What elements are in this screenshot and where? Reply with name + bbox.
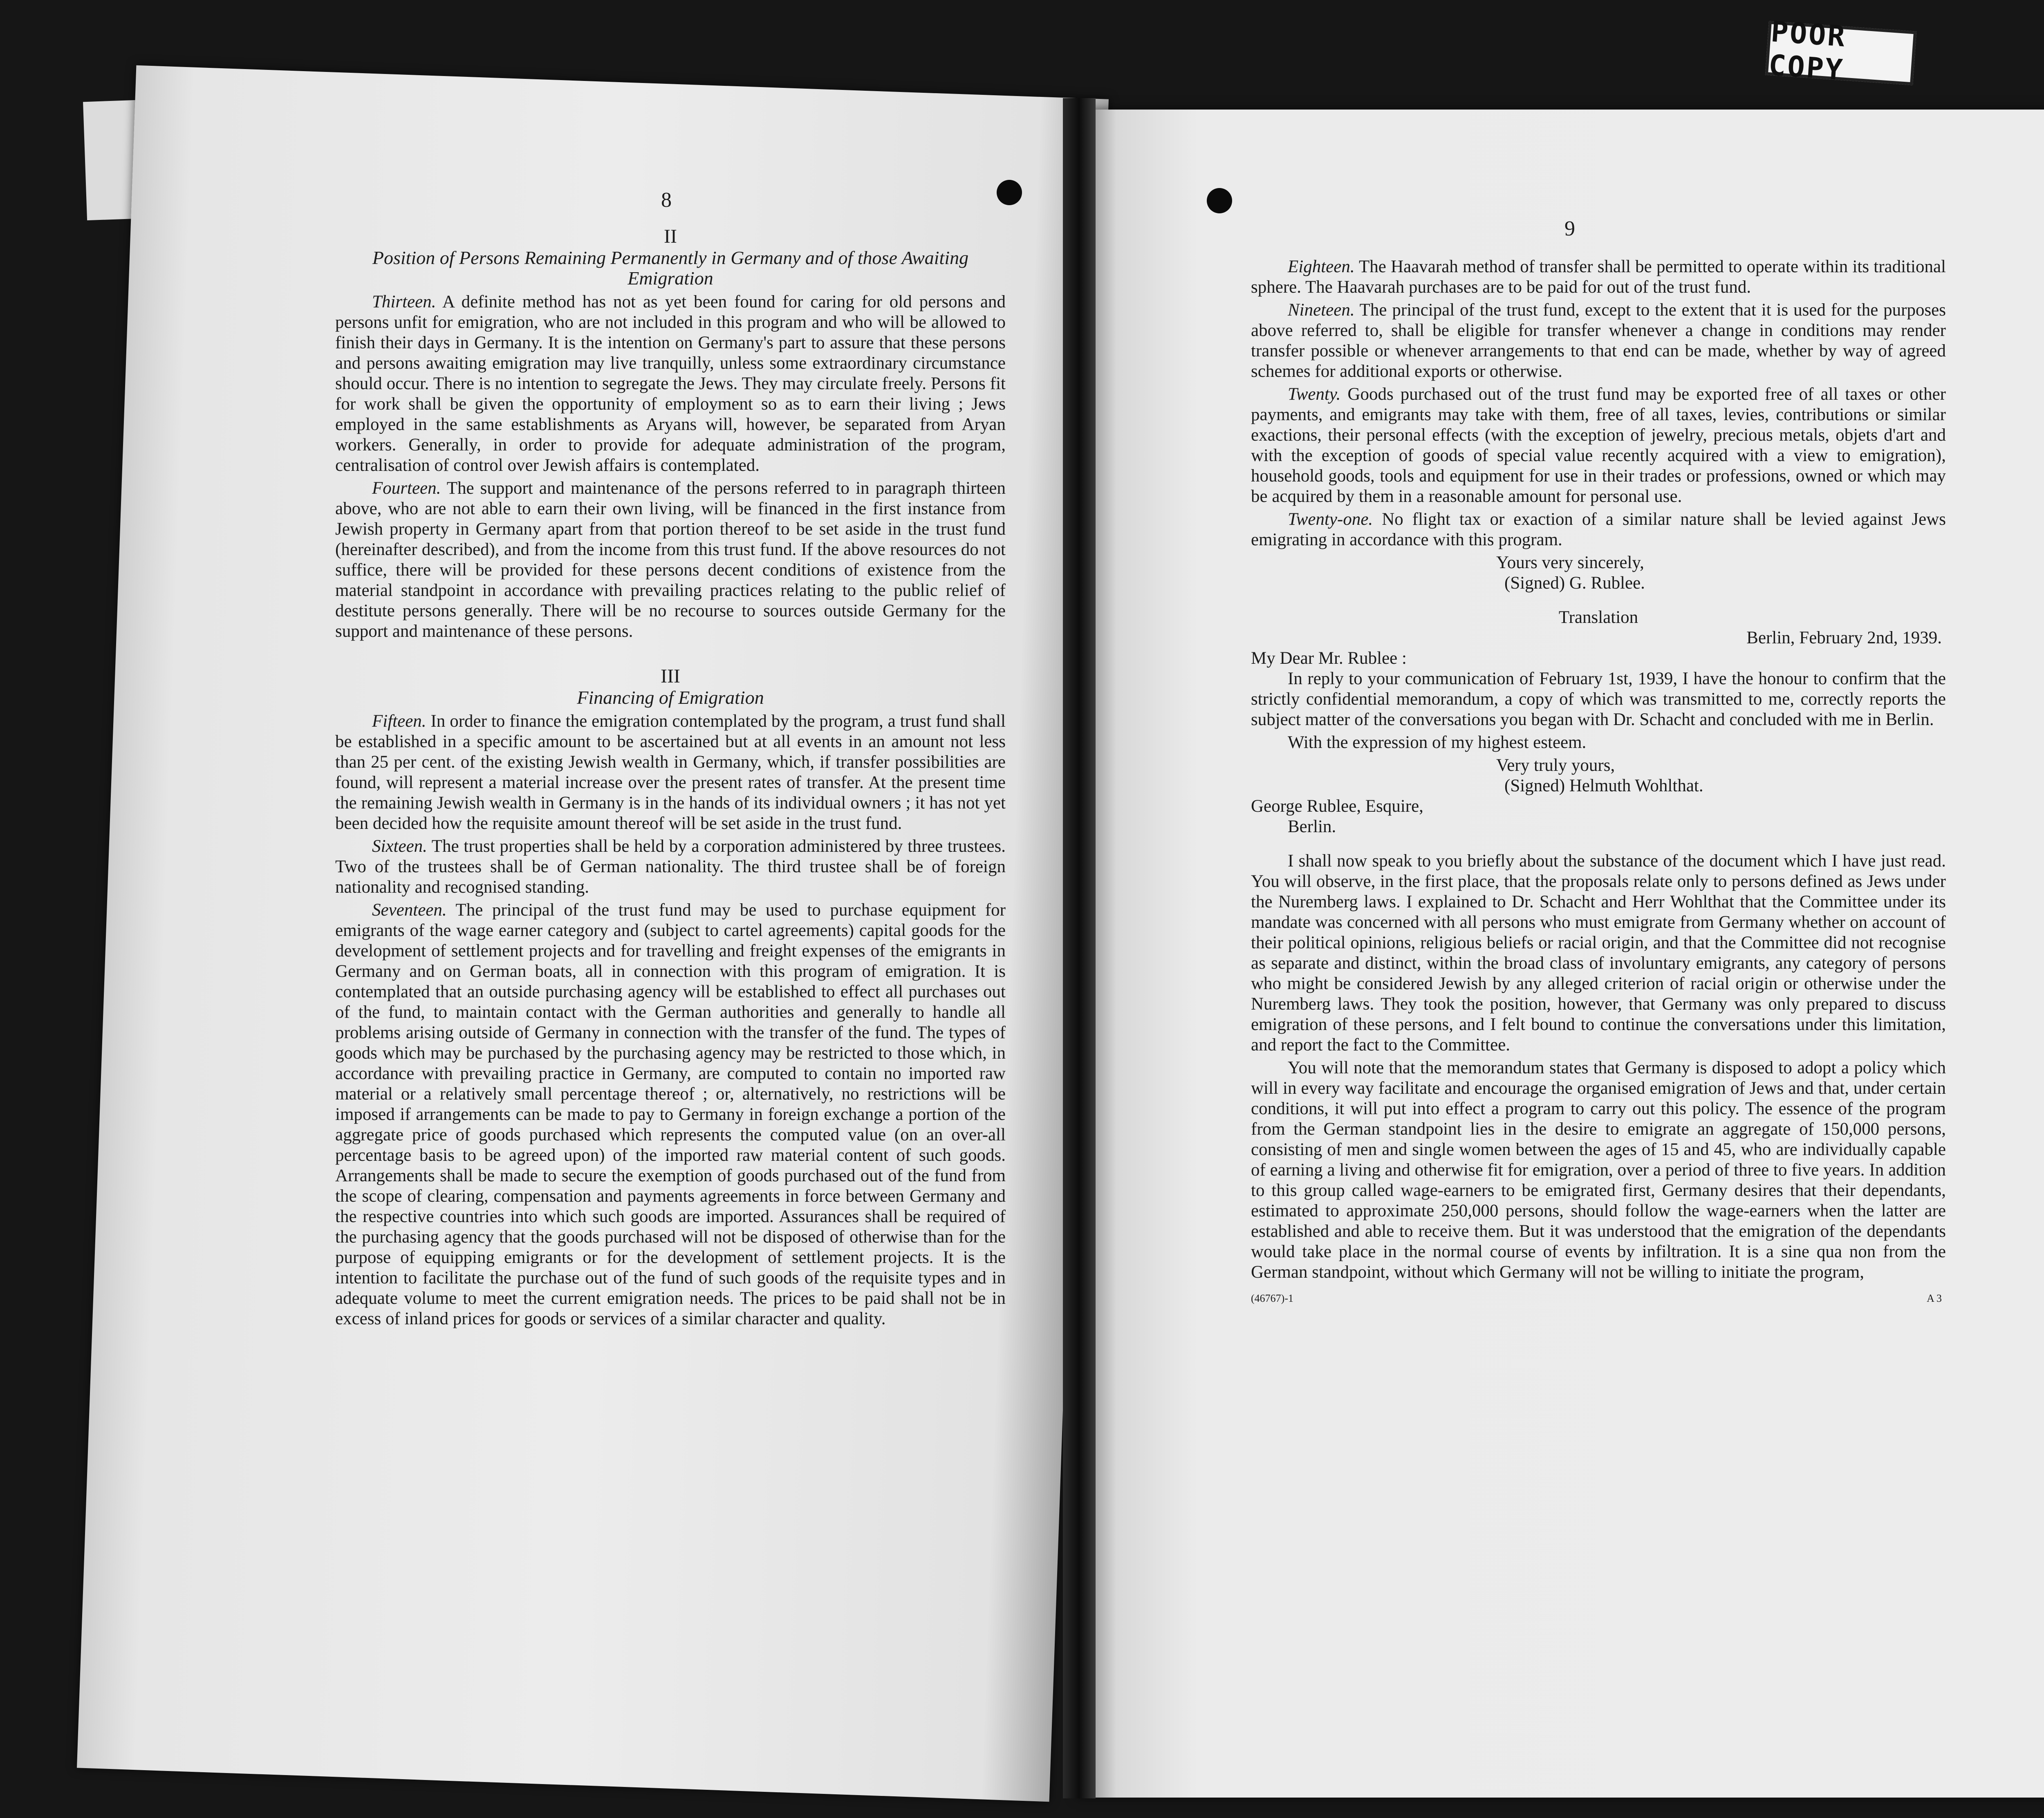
section-number: II [664,226,677,247]
paragraph-thirteen [335,292,1006,476]
speech-paragraph: I shall now speak to you briefly about the substance of the document which I have just read. You will observe, in the first place, that the proposals relate only to persons defined as Jews under the Nuremberg laws. I explained to Dr. Schacht and Herr Wohlthat that the Committee under its mandate was concerned with all persons who must emigrate from Germany whether on account of their political opinions, religious beliefs or racial origin, and that the Committee did not recognise as separate and distinct, within the broad class of involuntary emigrants, any category of persons who might be considered Jewish by any alleged criterion of racial origin or otherwise under the Nuremberg laws. They took the position, however, that Germany was only prepared to discuss emigration of these persons, and I felt bound to continue the conversations under this limitation, and report the fact to the Committee. [1251,851,1946,1055]
paragraph-text: Goods purchased out of the trust fund may be exported free of all taxes or other payments, and emigrants may take with them, free of all taxes, levies, contributions or similar exactions, their personal effects (with the exception of jewelry, precious metals, objets d'art and with the exception of goods of special value recently acquired with a view to emigration), household goods, tools and equipment for use in their trades or professions, owned or which may be acquired by them in a reasonable amount for personal use. [1251,385,1946,506]
footer-code: (46767)-1 [1251,1292,1293,1304]
paragraph-label: Twenty-one. [1288,510,1373,529]
paragraph-label: Eighteen. [1288,257,1355,276]
letter-paragraph: In reply to your communication of February 1st, 1939, I have the honour to confirm that the strictly confidential memorandum, a copy of which was transmitted to me, correctly reports the subject matter of the conversations you began with Dr. Schacht and concluded with me in Berlin. [1251,669,1946,729]
punch-hole-icon [1207,188,1232,213]
closing-line: Very truly yours, [1496,756,1615,775]
paragraph-label: Thirteen. [372,292,436,311]
paragraph-label: Twenty. [1288,385,1341,404]
paragraph-text: The trust properties shall be held by a corporation administered by three trustees. Two of the trustees shall be of German nationality. The third trustee shall be of foreign nationality and recognised standing. [335,837,1006,897]
section-heading: Position of Persons Remaining Permanently in Germany and of those Awaiting Emigration [372,247,969,289]
paragraph-text: In order to finance the emigration contemplated by the program, a trust fund shall be established in a specific amount to be ascertained but at all events in an amount not less than 25 per cent. of the existing Jewish wealth in Germany, which, if transfer possibilities are found, will represent a material increase over the present rates of transfer. At the present time the remaining Jewish wealth in Germany is in the hands of its individual owners ; it has not yet been decided how the requisite amount thereof will be set aside in the trust fund. [335,712,1006,833]
paragraph-text: No flight tax or exaction of a similar nature shall be levied against Jews emigrating in accordance with this program. [1251,510,1946,549]
paragraph-text: The support and maintenance of the persons referred to in paragraph thirteen above, who are not able to earn their own living, will be financed in the first instance from Jewish property in Germany apart from that portion thereof to be set aside in the trust fund (hereinafter described), and from the income from this trust fund. If the above resources do not suffice, there will be provided for these persons decent conditions of existence from the material standpoint in accordance with prevailing practices relating to the public relief of destitute persons generally. There will be no recourse to sources outside Germany for the support and maintenance of these persons. [335,479,1006,641]
paragraph-fourteen [335,478,1006,642]
stamp-text: POOR COPY [1767,15,1848,87]
paragraph-label: Fifteen. [372,712,426,731]
paragraph-twenty-one [1251,509,1946,550]
footer-signature: A 3 [1927,1292,1942,1304]
translation-heading: Translation [1558,608,1638,627]
addressee-line: Berlin. [1288,817,1336,836]
paragraph-seventeen [335,900,1006,1329]
page-number-left: 8 [661,188,672,212]
page-footer [1251,1288,1946,1309]
paragraph-label: Nineteen. [1288,300,1355,320]
page-number-right: 9 [1564,217,1575,240]
punch-hole-icon [997,180,1022,205]
letter-salutation: My Dear Mr. Rublee : [1251,649,1407,668]
section-heading: Financing of Emigration [577,687,764,708]
letter-date: Berlin, February 2nd, 1939. [1746,628,1942,647]
signature-line: (Signed) Helmuth Wohlthat. [1504,776,1703,795]
paragraph-nineteen [1251,300,1946,382]
left-page-text [335,221,1006,1332]
poor-copy-stamp [1765,15,1916,87]
paragraph-fifteen [335,711,1006,834]
paragraph-text: The principal of the trust fund, except to the extent that it is used for the purposes above referred to, shall be eligible for transfer whenever a change in conditions may render transfer possible or whenever arrangements to that end can be made, whether by way of agreed schemes for additional exports or otherwise. [1251,300,1946,381]
book-gutter [1063,98,1096,1798]
section-number: III [661,665,680,687]
paragraph-text: A definite method has not as yet been found for caring for old persons and persons unfit for emigration, who are not included in this program and who will be allowed to finish their days in Germany. It is the intention on Germany's part to assure that these persons and persons awaiting emigration may live tranquilly, unless some extraordinary circumstance should occur. There is no intention to segregate the Jews. They may circulate freely. Persons fit for work shall be given the opportunity of employment so as to earn their living ; Jews employed in the same establishments as Aryans will, however, be separated from Aryan workers. Generally, in order to provide for adequate administration of the program, centralisation of control over Jewish affairs is contemplated. [335,292,1006,475]
paragraph-eighteen [1251,257,1946,298]
speech-paragraph: You will note that the memorandum states that Germany is disposed to adopt a policy which will in every way facilitate and encourage the organised emigration of Jews and that, under certain conditions, it will put into effect a program to carry out this policy. The essence of the program from the German standpoint lies in the desire to emigrate an aggregate of 150,000 persons, consisting of men and single women between the ages of 15 and 45, who are individually capable of earning a living and otherwise fit for emigration, over a period of three to five years. In addition to this group called wage-earners to be emigrated first, Germany desires that their dependants, estimated to approximate 250,000 persons, should follow the wage-earners when the latter are established and able to receive them. But it was understood that the emigration of the dependants would take place in the normal course of events by infiltration. It is a sine qua non from the German standpoint, without which Germany will not be willing to initiate the program, [1251,1058,1946,1282]
paragraph-sixteen [335,836,1006,898]
closing-line: Yours very sincerely, [1496,553,1644,572]
paragraph-twenty [1251,384,1946,507]
paragraph-label: Sixteen. [372,837,427,856]
paragraph-label: Fourteen. [372,479,441,498]
signature-line: (Signed) G. Rublee. [1504,573,1645,593]
paragraph-label: Seventeen. [372,900,447,920]
letter-paragraph: With the expression of my highest esteem. [1288,733,1587,752]
addressee-line: George Rublee, Esquire, [1251,797,1423,816]
right-page-text [1251,257,1946,1309]
paragraph-text: The principal of the trust fund may be used to purchase equipment for emigrants of the wage earner category and (subject to cartel agreements) capital goods for the development of settlement projects and for travelling and freight expenses of the emigrants in Germany and on German boats, all in connection with this program of emigration. It is contemplated that an outside purchasing agency will be established to effect all purchases out of the fund, to maintain contact with the German authorities and generally to handle all problems arising outside of Germany in connection with the transfer of the fund. The types of goods which may be purchased by the purchasing agency may be restricted to those which, in accordance with prevailing practice in Germany, are computed to contain no imported raw material or a relatively small percentage thereof ; or, alternatively, no restrictions will be imposed if arrangements can be made to pay to Germany in foreign exchange a portion of the aggregate price of goods purchased which represents the computed value (on an over-all percentage basis to be agreed upon) of the imported raw material content of such goods. Arrangements shall be made to secure the exemption of goods purchased out of the fund from the scope of clearing, compensation and payments agreements in force between Germany and the respective countries into which such goods are imported. Assurances shall be required of the purchasing agency that the goods purchased will not be disposed of otherwise than for the purpose of equipping emigrants or for the development of settlement projects. It is the intention to facilitate the purchase out of the fund of such goods of the requisite types and in adequate volume to meet the current emigration needs. The prices to be paid shall not be in excess of inland prices for goods or services of a similar character and quality. [335,900,1006,1328]
paragraph-text: The Haavarah method of transfer shall be permitted to operate within its traditional sphere. The Haavarah purchases are to be paid for out of the trust fund. [1251,257,1946,297]
